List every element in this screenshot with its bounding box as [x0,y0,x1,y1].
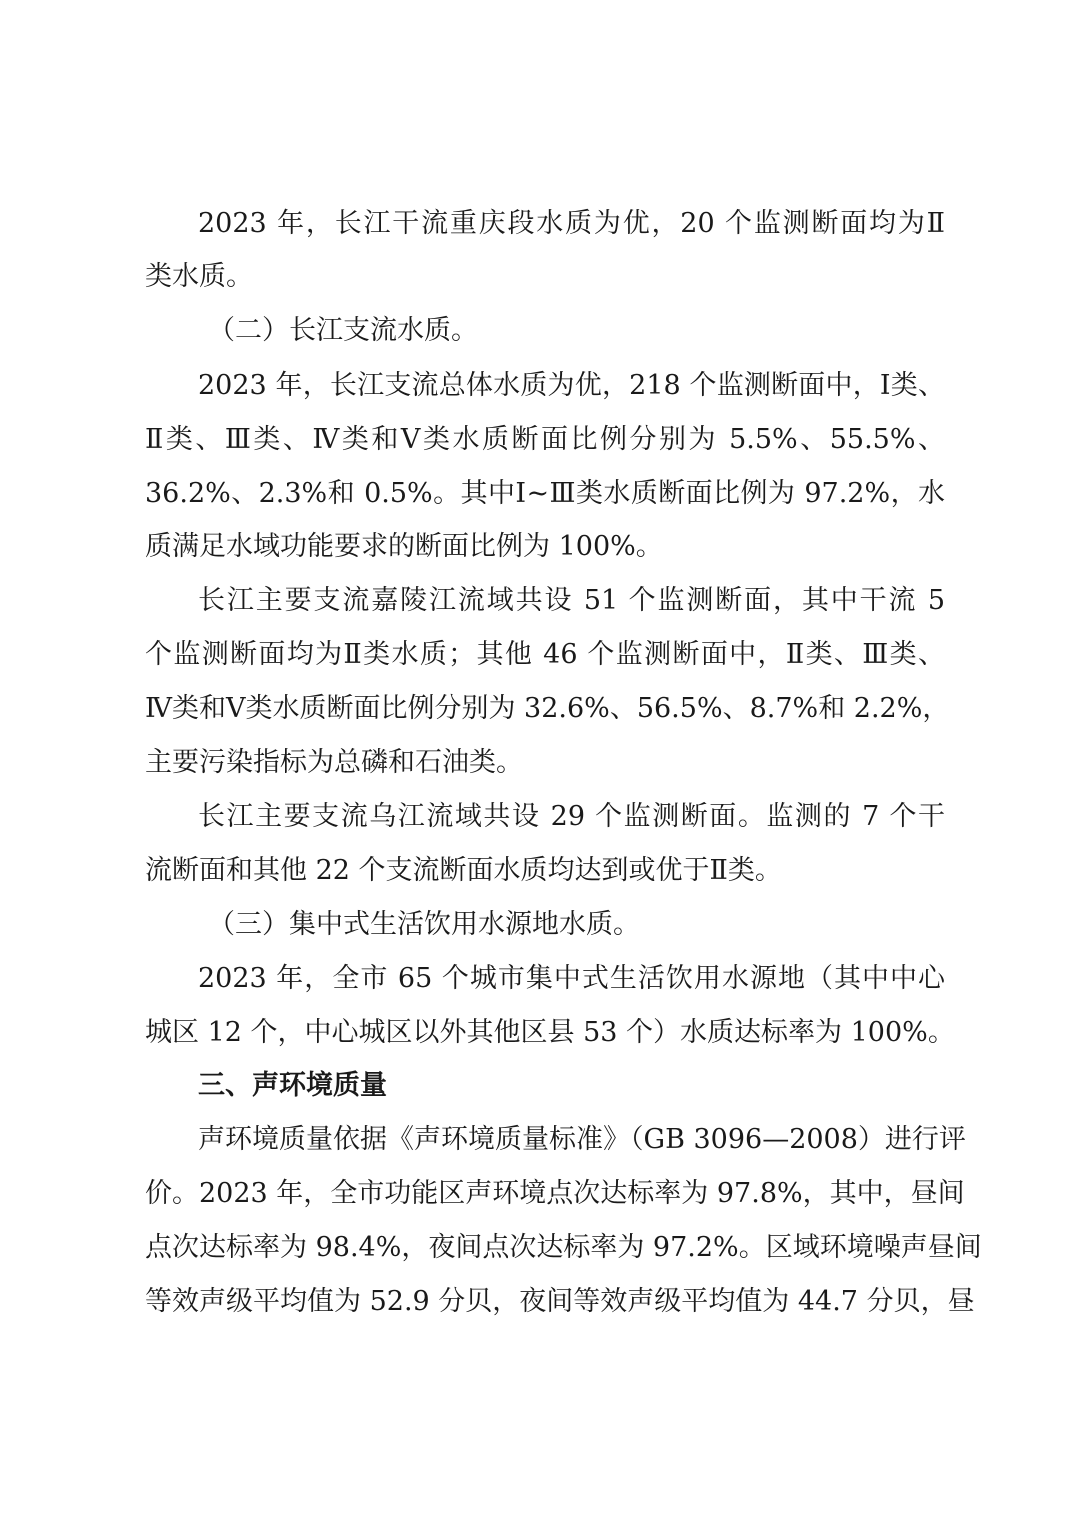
paragraph-line: 2023 年，全市 65 个城市集中式生活饮用水源地（其中中心 [198,963,945,994]
paragraph-line: 等效声级平均值为 52.9 分贝，夜间等效声级平均值为 44.7 分贝，昼 [145,1286,975,1317]
paragraph-line: Ⅳ类和Ⅴ类水质断面比例分别为 32.6%、56.5%、8.7%和 2.2%， [145,693,950,724]
paragraph-line: 长江主要支流嘉陵江流域共设 51 个监测断面，其中干流 5 [198,585,945,616]
paragraph-line: 声环境质量依据《声环境质量标准》（GB 3096—2008）进行评 [198,1124,966,1155]
paragraph-line: 城区 12 个，中心城区以外其他区县 53 个）水质达标率为 100%。 [145,1017,955,1048]
paragraph-line: 流断面和其他 22 个支流断面水质均达到或优于Ⅱ类。 [145,855,782,886]
paragraph-line: 主要污染指标为总磷和石油类。 [145,747,523,778]
paragraph-line: 长江主要支流乌江流域共设 29 个监测断面。监测的 7 个干 [198,801,945,832]
paragraph-line: Ⅱ类、Ⅲ类、Ⅳ类和Ⅴ类水质断面比例分别为 5.5%、55.5%、 [145,424,945,455]
paragraph-line: 类水质。 [145,261,253,292]
chapter-heading: 三、声环境质量 [198,1070,387,1101]
paragraph-line: 36.2%、2.3%和 0.5%。其中Ⅰ~Ⅲ类水质断面比例为 97.2%，水 [145,478,945,509]
paragraph-line: 个监测断面均为Ⅱ类水质；其他 46 个监测断面中，Ⅱ类、Ⅲ类、 [145,639,945,670]
paragraph-line: 2023 年，长江支流总体水质为优，218 个监测断面中，Ⅰ类、 [198,370,945,401]
section-heading: （三）集中式生活饮用水源地水质。 [208,909,640,940]
paragraph-line: 价。2023 年，全市功能区声环境点次达标率为 97.8%，其中，昼间 [145,1178,965,1209]
paragraph-line: 质满足水域功能要求的断面比例为 100%。 [145,531,663,562]
paragraph-line: 2023 年，长江干流重庆段水质为优，20 个监测断面均为Ⅱ [198,208,945,239]
paragraph-line: 点次达标率为 98.4%，夜间点次达标率为 97.2%。区域环境噪声昼间 [145,1232,982,1263]
section-heading: （二）长江支流水质。 [208,315,478,346]
